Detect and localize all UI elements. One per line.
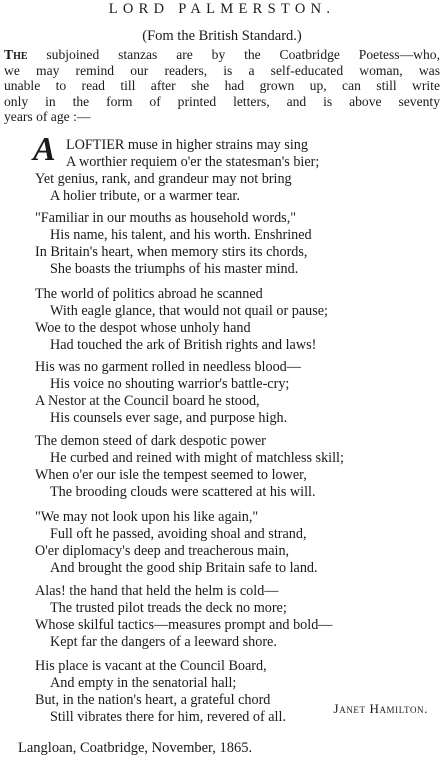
poem-line: Had touched the ark of British rights and laws! [50, 337, 317, 353]
poem-line: Kept far the dangers of a leeward shore. [50, 634, 277, 650]
poem-line: Yet genius, rank, and grandeur may not bring [35, 171, 292, 187]
poem-line: And brought the good ship Britain safe to land. [50, 560, 318, 576]
poem-line: His voice no shouting warrior's battle-cry; [50, 376, 290, 392]
poem-line: Full oft he passed, avoiding shoal and strand, [50, 526, 307, 542]
poem-line: O'er diplomacy's deep and treacherous main, [35, 543, 290, 559]
intro-paragraph [4, 47, 440, 125]
poem-line: LOFTIER muse in higher strains may sing [66, 137, 308, 153]
poem-line: In Britain's heart, when memory stirs its chords, [35, 244, 308, 260]
stanza-3 [0, 286, 444, 354]
stanza-6 [0, 509, 444, 577]
intro-line-5: years of age :— [4, 109, 91, 125]
poem-line: When o'er our isle the tempest seemed to lower, [35, 467, 307, 483]
poem-line: His counsels ever sage, and purpose high. [50, 410, 288, 426]
poem-line: And empty in the senatorial hall; [50, 675, 237, 691]
poem-line: A worthier requiem o'er the statesman's bier; [66, 154, 320, 170]
poem-line: His was no garment rolled in needless blood— [35, 359, 301, 375]
intro-line-2: we may remind our readers, is a self-educated woman, was [4, 62, 440, 78]
poem-line: The demon steed of dark despotic power [35, 433, 266, 449]
poem-line: Woe to the despot whose unholy hand [35, 320, 251, 336]
poem-line: Still vibrates there for him, revered of all. [50, 709, 286, 725]
dateline: Langloan, Coatbridge, November, 1865. [18, 740, 253, 756]
poem-line: The brooding clouds were scattered at his will. [50, 484, 316, 500]
poem-line: "Familiar in our mouths as household words," [35, 210, 297, 226]
intro-line-4: only in the form of printed letters, and is above seventy [4, 93, 440, 109]
author-signature [334, 700, 428, 717]
stanza-4 [0, 359, 444, 427]
poem-line: "We may not look upon his like again," [35, 509, 259, 525]
drop-cap: A [33, 131, 56, 168]
poem-line: But, in the nation's heart, a grateful chord [35, 692, 271, 708]
stanza-7 [0, 583, 444, 651]
poem-line: The world of politics abroad he scanned [35, 286, 263, 302]
poem-line: A holier tribute, or a warmer tear. [50, 188, 240, 204]
poem-line: His name, his talent, and his worth. Enshrined [50, 227, 312, 243]
page-title: LORD PALMERSTON. [108, 1, 336, 17]
poem-line: He curbed and reined with might of matchless skill; [50, 450, 344, 466]
author-name: Janet Hamilton. [333, 701, 428, 716]
intro-lead-word: The [4, 47, 28, 62]
stanza-5 [0, 433, 444, 501]
poem-line: She boasts the triumphs of his master mind. [50, 261, 299, 277]
stanza-1 [0, 137, 444, 205]
poem-line: A Nestor at the Council board he stood, [35, 393, 260, 409]
poem-line: The trusted pilot treads the deck no more; [50, 600, 287, 616]
source-attribution: (Fom the British Standard.) [142, 28, 302, 44]
intro-line-text: subjoined stanzas are by the Coatbridge Poetess—who, [46, 47, 440, 62]
stanza-2 [0, 210, 444, 278]
poem-line: With eagle glance, that would not quail or pause; [50, 303, 328, 319]
poem-line: Alas! the hand that held the helm is cold— [35, 583, 279, 599]
poem-line: His place is vacant at the Council Board, [35, 658, 267, 674]
intro-line-1 [4, 47, 440, 63]
poem-line: Whose skilful tactics—measures prompt and bold— [35, 617, 333, 633]
intro-line-3: unable to read till after she had grown up, can still write [4, 78, 440, 94]
